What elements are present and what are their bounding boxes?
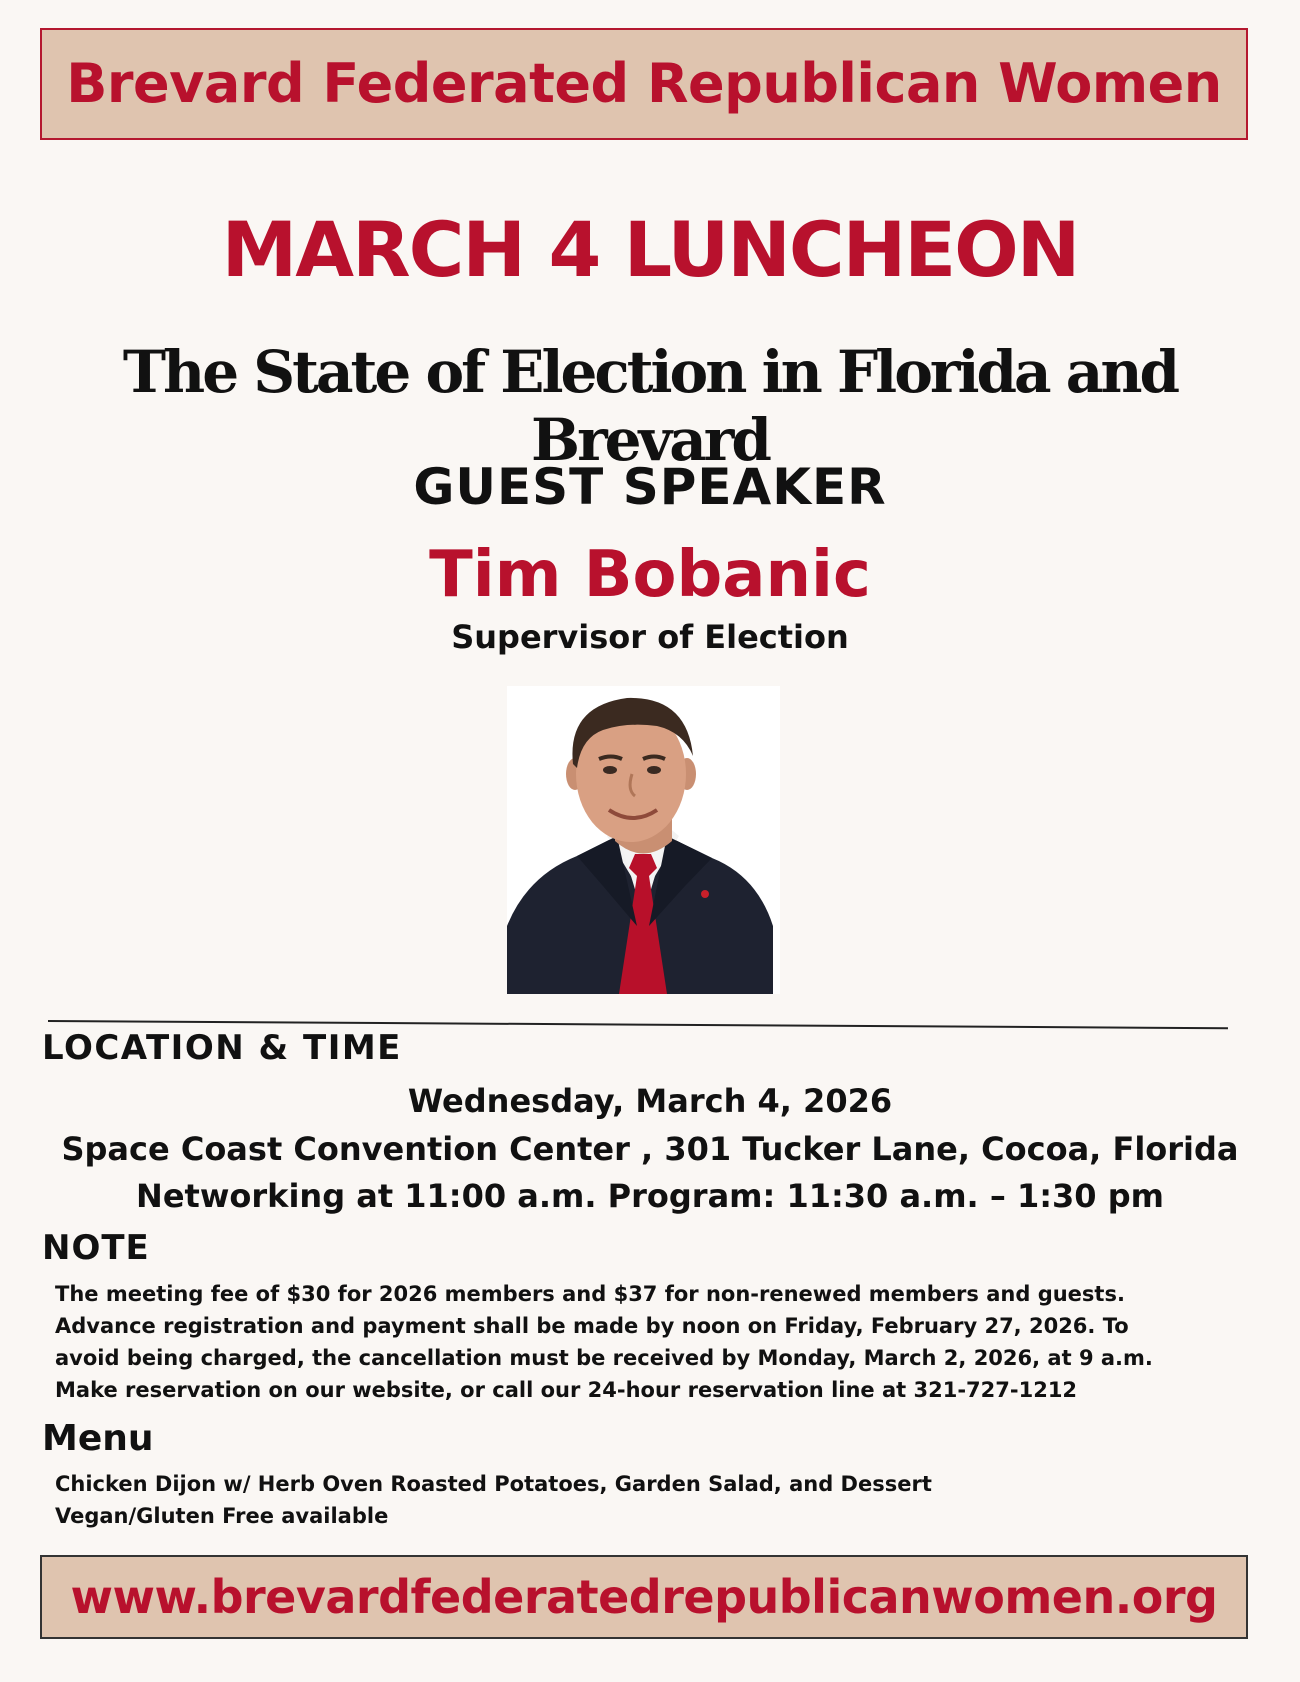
menu-line: Vegan/Gluten Free available xyxy=(55,1504,389,1528)
organization-name: Brevard Federated Republican Women xyxy=(66,52,1222,115)
note-line: avoid being charged, the cancellation must be received by Monday, March 2, 2026, at 9 a.m. xyxy=(55,1346,1153,1370)
speaker-portrait-illustration xyxy=(507,686,780,994)
speaker-photo xyxy=(507,686,780,994)
location-heading: LOCATION & TIME xyxy=(42,1028,402,1068)
speaker-role: Supervisor of Election xyxy=(451,618,849,656)
guest-speaker-label: GUEST SPEAKER xyxy=(413,458,887,516)
note-line: Make reservation on our website, or call our 24-hour reservation line at 321-727-1212 xyxy=(55,1378,1078,1402)
speaker-name: Tim Bobanic xyxy=(429,538,871,612)
note-line: The meeting fee of $30 for 2026 members and $37 for non-renewed members and guests. xyxy=(55,1282,1125,1306)
event-venue: Space Coast Convention Center , 301 Tucker Lane, Cocoa, Florida xyxy=(61,1130,1239,1168)
organization-banner xyxy=(40,28,1248,140)
event-time: Networking at 11:00 a.m. Program: 11:30 a.m. – 1:30 pm xyxy=(136,1177,1164,1215)
note-heading: NOTE xyxy=(42,1228,150,1268)
website-banner xyxy=(40,1555,1248,1639)
menu-heading: Menu xyxy=(42,1418,154,1459)
event-date: Wednesday, March 4, 2026 xyxy=(407,1082,893,1120)
website-link[interactable]: www.brevardfederatedrepublicanwomen.org xyxy=(70,1570,1218,1624)
menu-line: Chicken Dijon w/ Herb Oven Roasted Potatoes, Garden Salad, and Dessert xyxy=(55,1472,932,1496)
note-line: Advance registration and payment shall be made by noon on Friday, February 27, 2026. To xyxy=(55,1314,1129,1338)
event-title: MARCH 4 LUNCHEON xyxy=(221,205,1079,294)
event-topic: The State of Election in Florida and Brevard xyxy=(122,338,1178,474)
